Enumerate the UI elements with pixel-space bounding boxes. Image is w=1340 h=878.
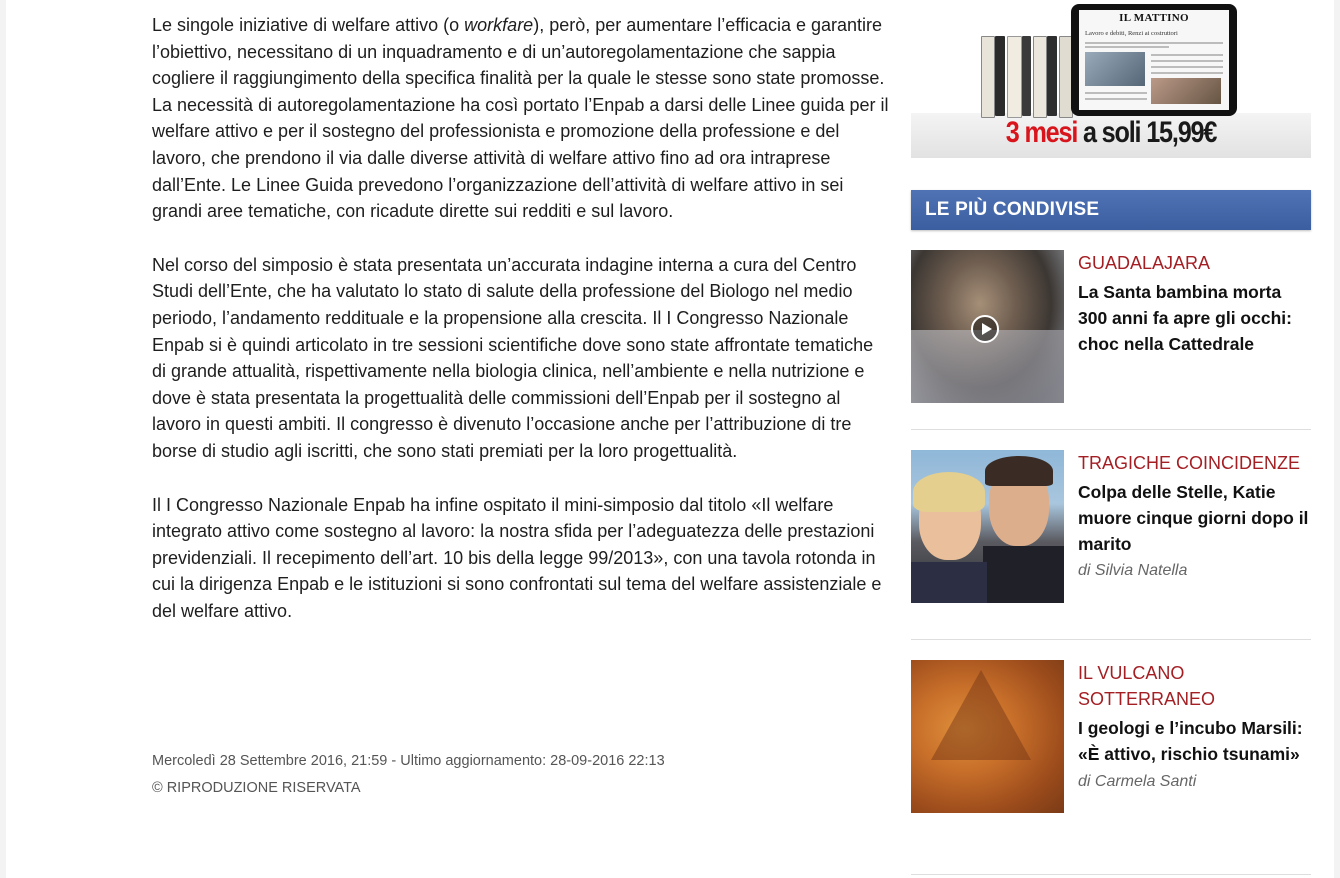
promo-price-text: 3 mesi a soli 15,99€ <box>1005 116 1217 149</box>
subscription-ad-banner[interactable] <box>911 0 1311 158</box>
item-kicker: IL VULCANO SOTTERRANEO <box>1078 663 1216 709</box>
newspaper-masthead: IL MATTINO <box>1119 12 1189 24</box>
divider <box>911 639 1311 640</box>
article-thumbnail[interactable] <box>911 250 1064 403</box>
item-title[interactable]: Colpa delle Stelle, Katie muore cinque giorni dopo il marito <box>1078 482 1309 554</box>
page <box>6 0 1334 878</box>
item-kicker: TRAGICHE COINCIDENZE <box>1078 453 1301 473</box>
divider <box>911 429 1311 430</box>
item-title[interactable]: I geologi e l’incubo Marsili: «È attivo, rischio tsunami» <box>1078 718 1303 764</box>
article-paragraph: Le singole iniziative di welfare attivo (o workfare), però, per aumentare l’efficacia e garantire l’obiettivo, necessitano di un inquadramento e di un’autoregolamentazione che sappia cogliere il raggiungimento della specifica finalità per la quale le stesse sono state promosse. La necessità di autoregolamentazione ha così portato l’Enpab a darsi delle Linee guida per il welfare attivo e per il sostegno del professionista e promozione della professione e del lavoro, che prendono il via dalle diverse attività di welfare attivo fino ad ora intraprese dall’Ente. Le Linee Guida prevedono l’organizzazione dell’attività di welfare attivo in sei grandi aree tematiche, con ricadute dirette sui redditi e sul lavoro. <box>152 15 889 222</box>
workfare-emphasis: workfare <box>464 15 534 35</box>
most-shared-header <box>911 190 1311 230</box>
divider <box>911 874 1311 875</box>
item-author: di Carmela Santi <box>1078 772 1197 790</box>
article-paragraph: Nel corso del simposio è stata presentata un’accurata indagine interna a cura del Centro Studi dell’Ente, che ha valutato lo stato di salute della professione del Biologo nel medio periodo, l’andamento reddituale e la propensione alla crescita. Il I Congresso Nazionale Enpab si è quindi articolato in tre sessioni scientifiche dove sono state affrontate tematiche di grande attualità, rispettivamente nella biologia clinica, nell’ambiente e nella nutrizione e dove è stata presentata la progettualità delle commissioni dell’Enpab per il sostegno al lavoro in questi ambiti. Il congresso è divenuto l’occasione anche per l’attribuzione di tre borse di studio agli iscritti, che sono stati premiati per la loro progettualità. <box>152 254 874 461</box>
article-meta <box>152 748 892 802</box>
item-title[interactable]: La Santa bambina morta 300 anni fa apre gli occhi: choc nella Cattedrale <box>1078 282 1292 354</box>
newspaper-headline: Lavoro e debiti, Renzi ai costruttori <box>1085 30 1178 37</box>
article-paragraph: Il I Congresso Nazionale Enpab ha infine ospitato il mini-simposio dal titolo «Il welfare integrato attivo come sostegno al lavoro: la nostra sfida per l’adeguatezza delle prestazioni previdenziali. Il recepimento dell’art. 10 bis della legge 99/2013», con una tavola rotonda in cui la dirigenza Enpab e le istituzioni si sono confrontati sul tema del welfare assistenziale e del welfare attivo. <box>152 494 882 621</box>
item-author: di Silvia Natella <box>1078 562 1188 580</box>
most-shared-title: LE PIÙ CONDIVISE <box>925 199 1100 220</box>
tablet-image <box>1071 4 1237 116</box>
article-thumbnail[interactable] <box>911 660 1064 813</box>
article-dateline: Mercoledì 28 Settembre 2016, 21:59 - Ultimo aggiornamento: 28-09-2016 22:13 <box>152 753 665 769</box>
tablet-screen <box>1079 10 1229 110</box>
article-copyright: © RIPRODUZIONE RISERVATA <box>152 780 361 796</box>
item-kicker: GUADALAJARA <box>1078 253 1211 273</box>
article-thumbnail[interactable] <box>911 450 1064 603</box>
play-icon[interactable] <box>971 315 999 343</box>
article-body <box>152 12 892 651</box>
